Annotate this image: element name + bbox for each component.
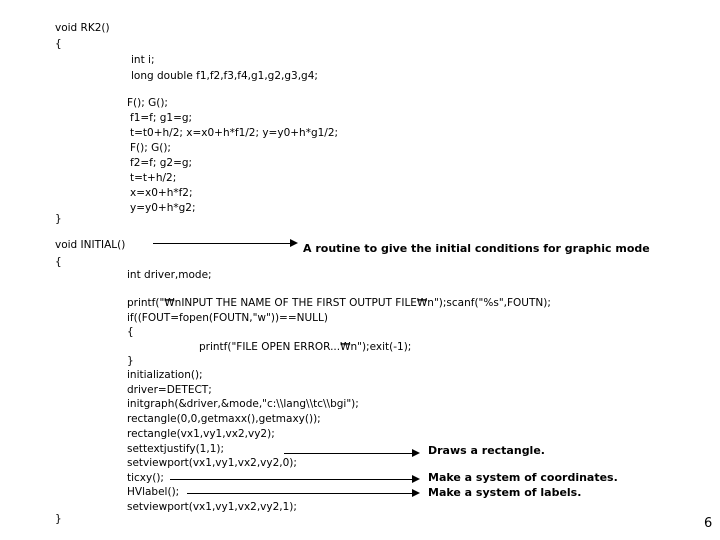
arrow-right-icon — [284, 453, 418, 454]
code-line: settextjustify(1,1); — [127, 443, 225, 455]
page-number: 6 — [704, 516, 713, 531]
code-line: F(); G(); — [127, 97, 168, 109]
code-line: F(); G(); — [130, 142, 171, 154]
code-line: setviewport(vx1,vy1,vx2,vy2,0); — [127, 457, 297, 469]
code-line: } — [127, 355, 134, 367]
code-line: void INITIAL() — [55, 239, 126, 251]
code-line: t=t0+h/2; x=x0+h*f1/2; y=y0+h*g1/2; — [130, 127, 339, 139]
code-line: setviewport(vx1,vy1,vx2,vy2,1); — [127, 501, 297, 513]
annotation-rectangle: Draws a rectangle. — [428, 444, 545, 457]
code-line: initialization(); — [127, 369, 203, 381]
code-line: printf("₩nINPUT THE NAME OF THE FIRST OUTPUT FILE₩n");scanf("%s",FOUTN); — [127, 297, 551, 309]
code-line: rectangle(vx1,vy1,vx2,vy2); — [127, 428, 275, 440]
code-line: { — [55, 256, 62, 268]
code-line: printf("FILE OPEN ERROR...₩n");exit(-1); — [199, 341, 412, 353]
code-line: t=t+h/2; — [130, 172, 177, 184]
code-line: y=y0+h*g2; — [130, 202, 196, 214]
code-line: ticxy(); — [127, 472, 164, 484]
code-line: f2=f; g2=g; — [130, 157, 193, 169]
code-line: int driver,mode; — [127, 269, 212, 281]
code-line: if((FOUT=fopen(FOUTN,"w"))==NULL) — [127, 312, 328, 324]
code-line: f1=f; g1=g; — [130, 112, 193, 124]
code-line: driver=DETECT; — [127, 384, 212, 396]
code-line: initgraph(&driver,&mode,"c:\\lang\\tc\\bgi"); — [127, 398, 359, 410]
code-line: } — [55, 213, 62, 225]
arrow-right-icon — [187, 493, 418, 494]
code-line: int i; — [131, 54, 155, 66]
code-line: long double f1,f2,f3,f4,g1,g2,g3,g4; — [131, 70, 318, 82]
code-line: void RK2() — [55, 22, 110, 34]
code-line: } — [55, 513, 62, 525]
annotation-labels: Make a system of labels. — [428, 486, 582, 499]
arrow-right-icon — [153, 243, 296, 244]
code-line: { — [55, 38, 62, 50]
code-line: HVlabel(); — [127, 486, 180, 498]
code-line: { — [127, 326, 134, 338]
annotation-coords: Make a system of coordinates. — [428, 471, 618, 484]
arrow-right-icon — [170, 479, 418, 480]
code-line: x=x0+h*f2; — [130, 187, 193, 199]
annotation-initial: A routine to give the initial conditions for graphic mode — [303, 242, 650, 255]
code-line: rectangle(0,0,getmaxx(),getmaxy()); — [127, 413, 321, 425]
